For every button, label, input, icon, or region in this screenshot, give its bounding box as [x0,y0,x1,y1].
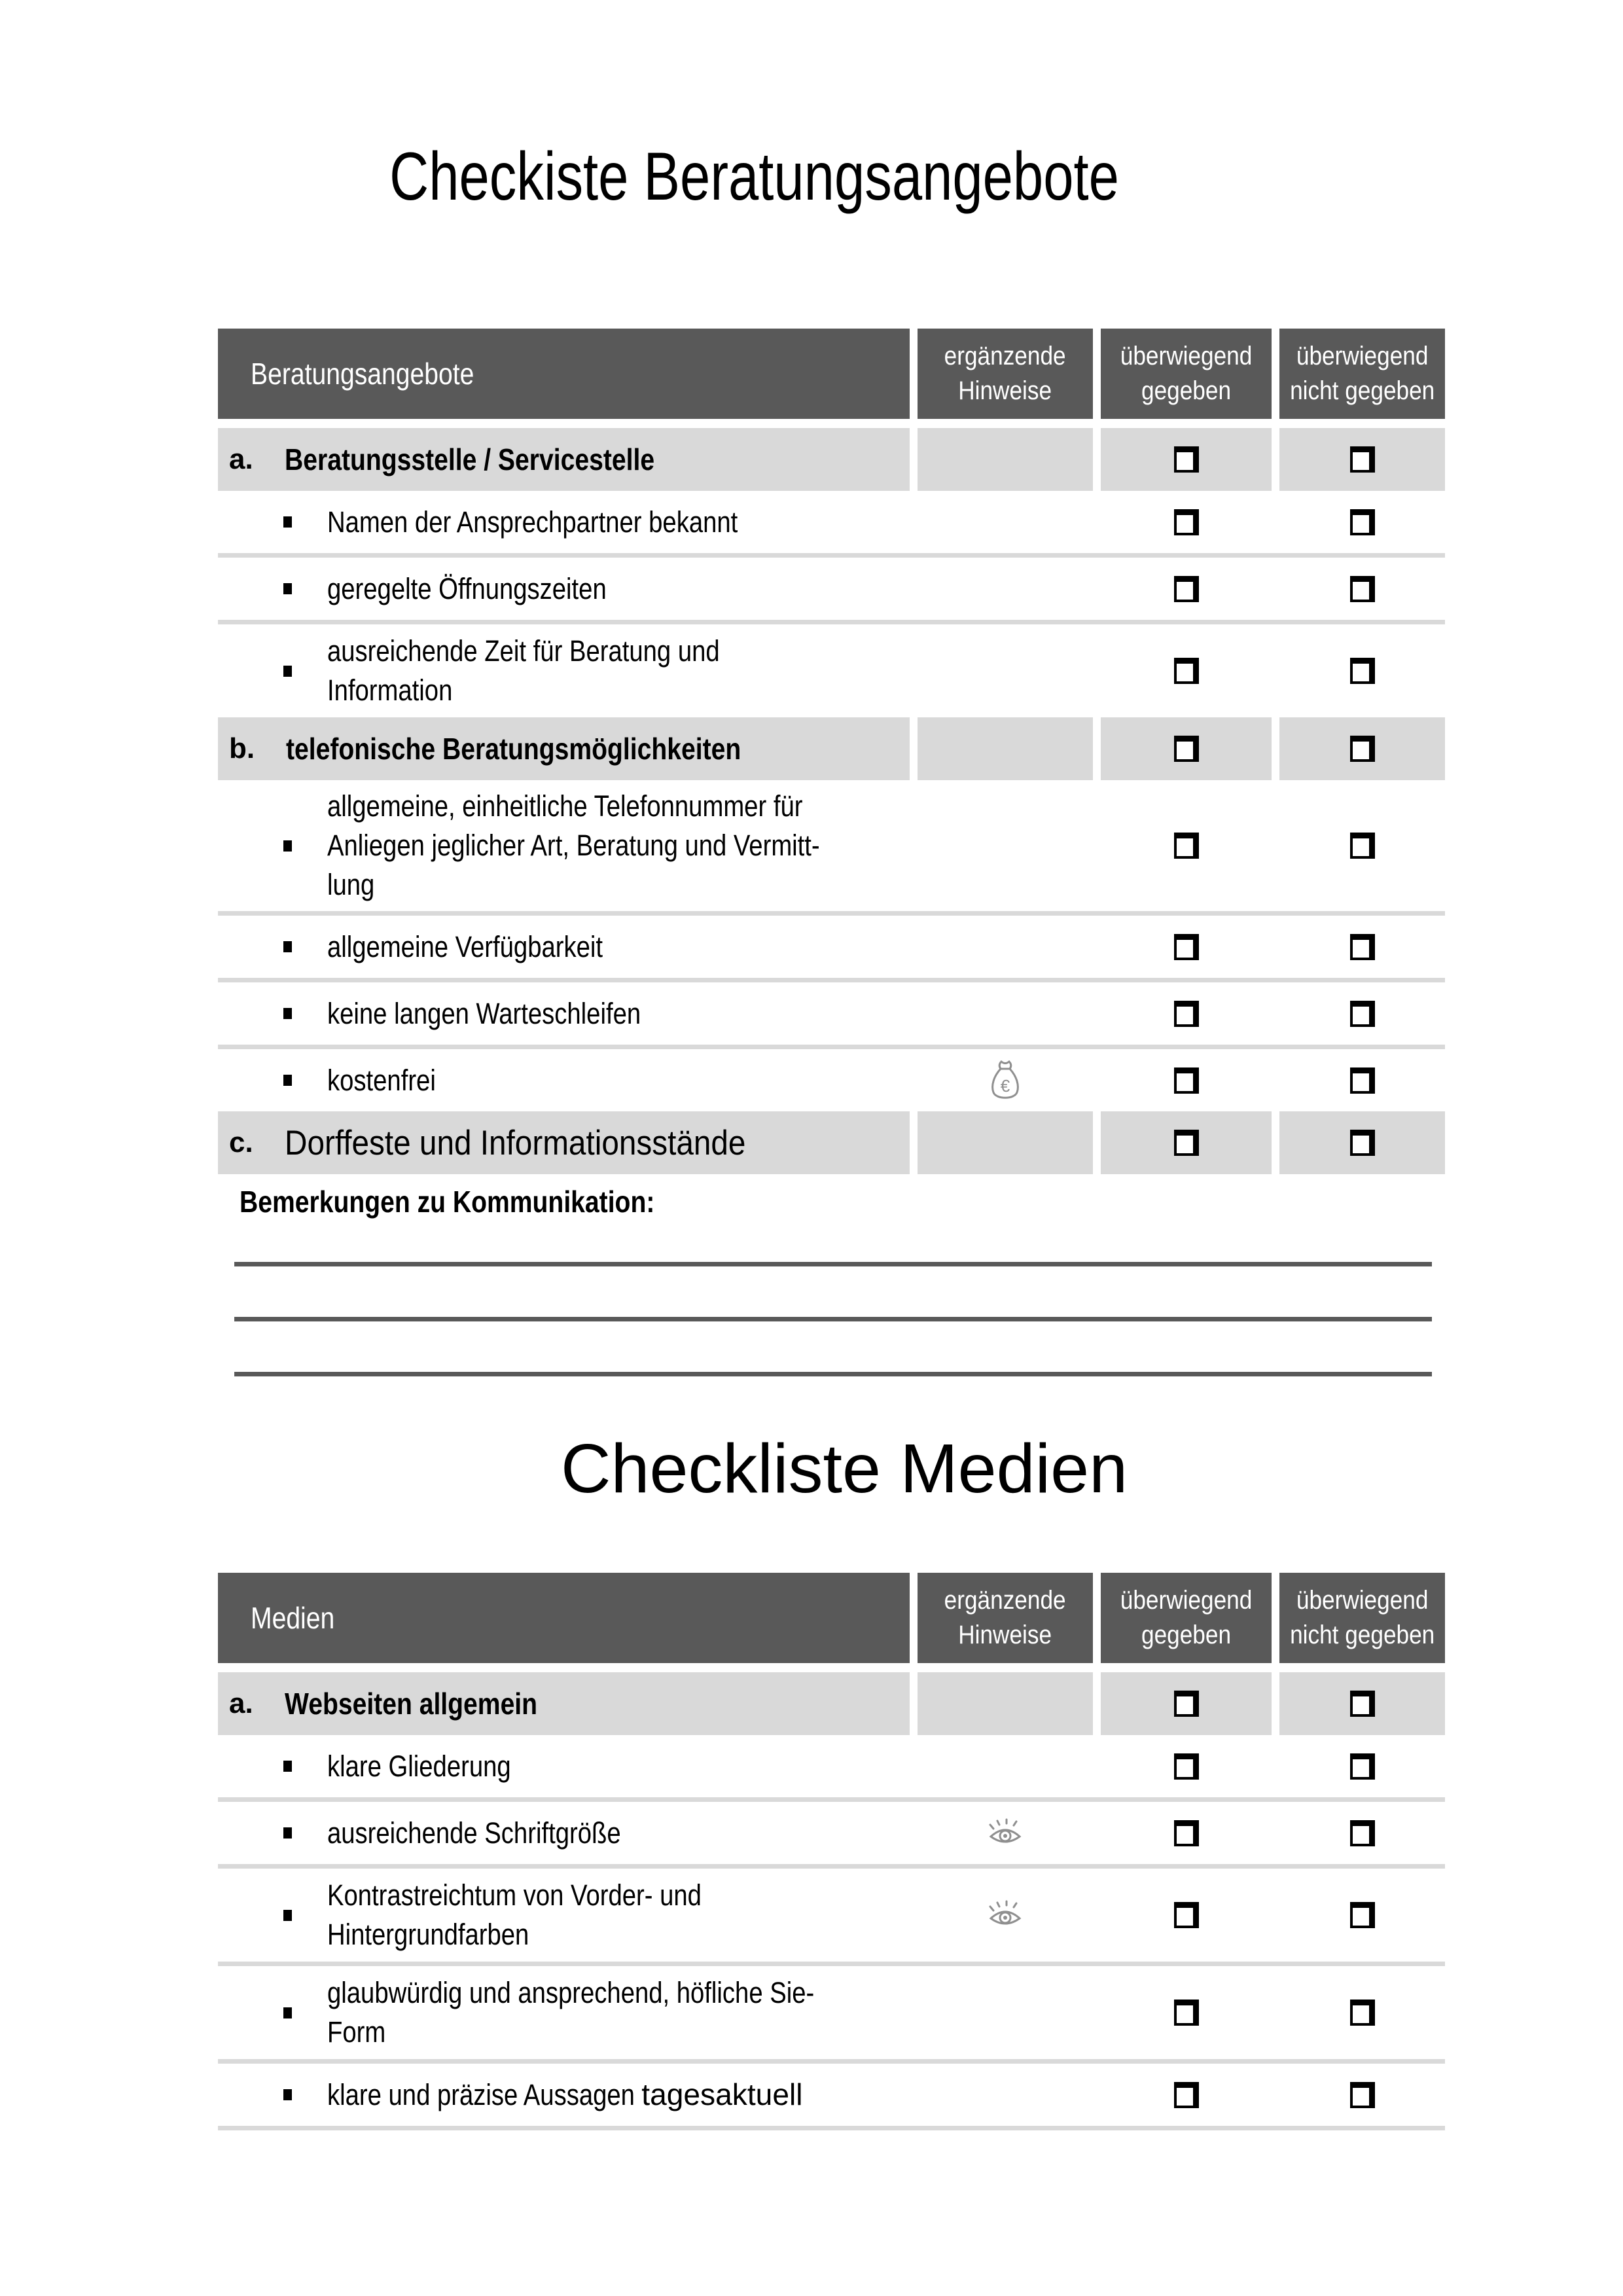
section-prefix: a. [229,443,253,475]
item-label: allgemeine, einheitliche Telefonnummer für Anliegen jeglicher Art, Beratung und Vermitt- lung [327,789,820,901]
bullet-icon [283,1827,292,1839]
item-row [218,1966,1445,2059]
checkbox-cell [1279,428,1445,491]
checkbox-given[interactable] [1174,934,1199,960]
checkbox-not-given[interactable] [1350,509,1375,535]
section-prefix: c. [229,1126,253,1158]
checkbox-cell [1101,491,1272,553]
bullet-icon [283,941,292,952]
hint-cell [918,428,1093,491]
checkbox-cell [1101,624,1272,717]
item-label-cell [218,982,910,1045]
header-col-label: ergänzende Hinweise [944,1586,1066,1649]
checkbox-cell [1101,1966,1272,2059]
header-cell-hint [918,329,1093,419]
item-label: Kontrastreichtum von Vorder- und Hintergrundfarben [327,1878,702,1951]
item-row [218,916,1445,978]
checkbox-cell [1279,1111,1445,1174]
item-label-cell [218,1869,910,1962]
checkbox-not-given[interactable] [1350,576,1375,602]
checkbox-cell [1279,1049,1445,1111]
header-gap [218,1663,1445,1672]
table-header-row [218,1573,1445,1663]
bullet-icon [283,1008,292,1019]
item-label-cell [218,558,910,620]
row-separator [218,1962,1445,1966]
table-header-row [218,329,1445,419]
section-label-cell [218,428,910,491]
item-label-cell [218,916,910,978]
checkbox-cell [1279,717,1445,780]
header-col-label: ergänzende Hinweise [944,342,1066,405]
header-cell-title [218,329,910,419]
table-medien [218,1573,1445,2130]
checkbox-not-given[interactable] [1350,736,1375,762]
item-label: keine langen Warteschleifen [327,996,641,1030]
hint-cell [918,916,1093,978]
item-label-cell [218,1735,910,1797]
checkbox-cell [1279,780,1445,911]
checkbox-not-given[interactable] [1350,658,1375,684]
eye-icon [987,1900,1024,1930]
section-label-cell [218,1672,910,1735]
item-label: ausreichende Schriftgröße [327,1816,621,1850]
page-title-text: Checkiste Beratungsangebote [389,139,1120,215]
checkbox-cell [1101,780,1272,911]
remarks-label [240,1183,1445,1220]
row-separator [218,620,1445,624]
checkbox-cell [1279,1802,1445,1864]
checkbox-not-given[interactable] [1350,833,1375,859]
checkbox-not-given[interactable] [1350,1753,1375,1780]
checkbox-given[interactable] [1174,446,1199,473]
bullet-icon [283,2089,292,2100]
row-separator [218,1797,1445,1802]
checkbox-not-given[interactable] [1350,934,1375,960]
checkbox-given[interactable] [1174,2000,1199,2026]
hint-cell [918,1111,1093,1174]
checkbox-given[interactable] [1174,576,1199,602]
header-col-label: überwiegend gegeben [1120,342,1253,405]
checkbox-cell [1101,428,1272,491]
table-beratungsangebote [218,329,1445,1174]
section-label: telefonische Beratungsmöglichkeiten [286,732,741,766]
checkbox-cell [1279,491,1445,553]
checkbox-cell [1101,2064,1272,2126]
item-row [218,1049,1445,1111]
bullet-icon [283,1910,292,1921]
checkbox-given[interactable] [1174,658,1199,684]
item-label-cell [218,780,910,911]
hint-cell [918,780,1093,911]
hint-cell [918,2064,1093,2126]
hint-cell [918,1735,1093,1797]
item-label-cell [218,624,910,717]
item-row [218,1802,1445,1864]
bullet-icon [283,666,292,677]
hint-cell [918,1966,1093,2059]
item-row [218,780,1445,911]
checkbox-cell [1279,558,1445,620]
item-label: allgemeine Verfügbarkeit [327,929,603,963]
item-row [218,558,1445,620]
item-label-cell [218,1966,910,2059]
checkbox-given[interactable] [1174,736,1199,762]
header-cell-not-given [1279,329,1445,419]
checkbox-cell [1101,916,1272,978]
bullet-icon [283,516,292,528]
bullet-icon [283,2007,292,2018]
writing-lines [218,1262,1445,1376]
svg-text:€: € [1000,1075,1010,1096]
row-separator [218,1864,1445,1869]
checkbox-cell [1101,717,1272,780]
checkbox-given[interactable] [1174,1130,1199,1156]
checkbox-cell [1101,1111,1272,1174]
checkbox-given[interactable] [1174,1691,1199,1717]
checkbox-cell [1279,916,1445,978]
hint-cell [918,982,1093,1045]
checkbox-not-given[interactable] [1350,1902,1375,1928]
header-cell-given [1101,329,1272,419]
checkbox-given[interactable] [1174,509,1199,535]
bullet-icon [283,1075,292,1086]
hint-cell [918,491,1093,553]
row-separator [218,2059,1445,2064]
item-label: klare und präzise Aussagen tagesaktuell [327,2075,778,2115]
bullet-icon [283,1761,292,1772]
checkbox-cell [1101,982,1272,1045]
checkbox-given[interactable] [1174,833,1199,859]
checkbox-not-given[interactable] [1350,2000,1375,2026]
checkbox-cell [1101,1735,1272,1797]
bullet-icon [283,583,292,594]
section-label: Webseiten allgemein [284,1687,537,1721]
money-bag-icon [989,1060,1022,1101]
checkbox-cell [1279,624,1445,717]
header-col-label: überwiegend nicht gegeben [1289,342,1435,405]
header-col-label: überwiegend gegeben [1120,1586,1253,1649]
checkbox-given[interactable] [1174,1001,1199,1027]
writing-line [234,1317,1432,1321]
writing-line [234,1372,1432,1376]
section-prefix: a. [229,1687,253,1719]
checkbox-not-given[interactable] [1350,1820,1375,1846]
remarks-section [218,1174,1445,1376]
checkbox-cell [1101,558,1272,620]
page-title-beratungsangebote [0,0,1623,213]
header-title-label: Medien [251,1601,335,1635]
row-separator [218,978,1445,982]
checkbox-not-given[interactable] [1350,1691,1375,1717]
header-gap [218,419,1445,428]
checkbox-cell [1279,1672,1445,1735]
checkbox-cell [1101,1869,1272,1962]
hint-cell [918,1672,1093,1735]
writing-line [234,1262,1432,1266]
bullet-icon [283,840,292,852]
checkbox-cell [1279,1966,1445,2059]
header-cell-title [218,1573,910,1663]
item-row [218,624,1445,717]
checkbox-cell [1101,1672,1272,1735]
header-col-label: überwiegend nicht gegeben [1289,1586,1435,1649]
section-row [218,1111,1445,1174]
checkbox-given[interactable] [1174,1902,1199,1928]
checkbox-not-given[interactable] [1350,1130,1375,1156]
item-row [218,1869,1445,1962]
item-label: ausreichende Zeit für Beratung und Information [327,634,720,707]
header-cell-hint [918,1573,1093,1663]
hint-cell [918,624,1093,717]
page-title-medien [0,1376,1623,1505]
item-label: klare Gliederung [327,1749,511,1783]
checkbox-cell [1279,1869,1445,1962]
item-row [218,1735,1445,1797]
section-label: Beratungsstelle / Servicestelle [284,442,654,476]
checkbox-given[interactable] [1174,1067,1199,1094]
item-label-cell [218,2064,910,2126]
checkbox-cell [1101,1049,1272,1111]
section-row [218,1672,1445,1735]
section-row [218,717,1445,780]
section-label: Dorffeste und Informationsstände [284,1123,746,1162]
remarks-label-text: Bemerkungen zu Kommunikation: [240,1185,655,1219]
item-label-suffix: tagesaktuell [641,2077,803,2111]
hint-cell [918,1869,1093,1962]
hint-cell [918,558,1093,620]
section-prefix: b. [229,732,255,764]
page-title-text: Checkliste Medien [560,1430,1128,1507]
item-label: geregelte Öffnungszeiten [327,571,607,605]
table-bottom-separator [218,2126,1445,2130]
eye-icon [987,1818,1024,1848]
item-label: Namen der Ansprechpartner bekannt [327,505,738,539]
checkbox-cell [1279,2064,1445,2126]
checkbox-not-given[interactable] [1350,1067,1375,1094]
header-cell-given [1101,1573,1272,1663]
header-title-label: Beratungsangebote [251,357,474,391]
item-label: glaubwürdig und ansprechend, höfliche Sie- Form [327,1976,815,2049]
hint-cell [918,1049,1093,1111]
checkbox-given[interactable] [1174,1820,1199,1846]
checkbox-given[interactable] [1174,1753,1199,1780]
item-label-cell [218,1049,910,1111]
checkbox-not-given[interactable] [1350,1001,1375,1027]
checkbox-cell [1279,982,1445,1045]
item-row [218,2064,1445,2126]
item-label: kostenfrei [327,1063,436,1097]
section-row [218,428,1445,491]
row-separator [218,1045,1445,1049]
item-label-cell [218,491,910,553]
row-separator [218,911,1445,916]
checkbox-not-given[interactable] [1350,2082,1375,2108]
row-separator [218,553,1445,558]
checkbox-given[interactable] [1174,2082,1199,2108]
checkbox-not-given[interactable] [1350,446,1375,473]
item-label-cell [218,1802,910,1864]
hint-cell [918,717,1093,780]
item-row [218,982,1445,1045]
section-label-cell [218,717,910,780]
section-label-cell [218,1111,910,1174]
checkbox-cell [1101,1802,1272,1864]
checkbox-cell [1279,1735,1445,1797]
item-row [218,491,1445,553]
header-cell-not-given [1279,1573,1445,1663]
hint-cell [918,1802,1093,1864]
